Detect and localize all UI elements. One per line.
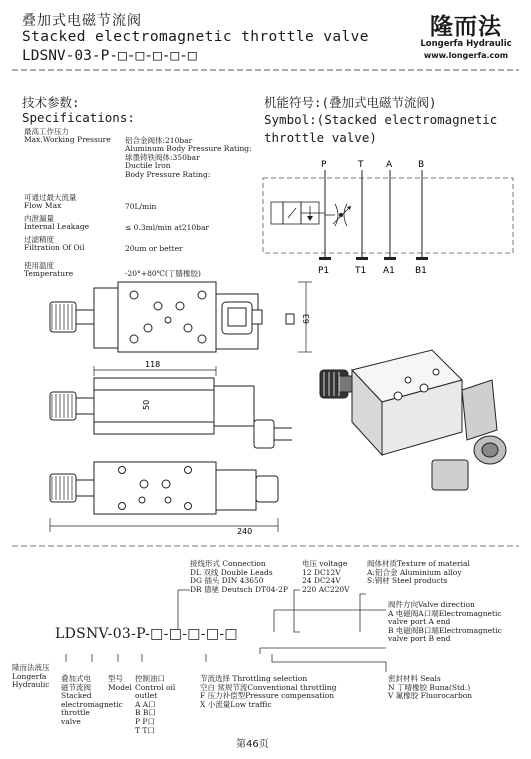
ordering-model-code: LDSNV-03-P-□-□-□-□-□ [55,626,238,642]
spec-label-pressure: 最高工作压力 Max.Working Pressure [24,127,111,145]
isometric-view [312,340,517,510]
dim-width: 50 [142,399,151,410]
dim-height: 63 [302,313,311,324]
spec-value-flow: 70L/min [125,202,157,211]
page-number: 第46页 [236,739,269,750]
voltage-block: 电压 voltage 12 DC12V 24 DC24V 220 AC220V [302,559,350,594]
stacked-label: 叠加式电 磁节流阀 Stacked electromagnetic throttle valve [61,674,123,726]
dim-length: 118 [145,360,161,369]
bottom-view [50,462,278,514]
connection-block: 接线形式 Connection DL 双线 Double Leads DG 插头 DIN 43650 DR 德驰 Deutsch DT04-2P [190,559,288,594]
model-code: LDSNV-03-P-□-□-□-□-□ [22,48,197,64]
specs-heading-cn: 技术参数: [22,95,80,110]
symbol-heading-en-1: Symbol:(Stacked electromagnetic [264,112,498,127]
side-view [50,378,292,448]
port-label-p1: P1 [318,266,330,276]
valve-direction-block: 阀件方向Valve direction A 电磁阀A口端Electromagnetic valve port A end B 电磁阀B口端Electromagnetic valve port B end [388,600,502,644]
control-oil-label: 控制油口 Control oil outlet A A口 B B口 P P口 T T口 [135,674,176,735]
port-label-a: A [386,160,393,170]
port-label-t: T [358,160,364,170]
brand-label: 隆而法液压 Longerfa Hydraulic [12,663,50,690]
spec-label-leakage: 内泄漏量 Internal Leakage [24,214,90,232]
logo-name-en: Longerfa Hydraulic [420,39,512,49]
spec-label-temperature: 使用温度 Temperature [24,261,74,279]
spec-value-pressure: 铝合金阀体:210bar Aluminum Body Pressure Rating: 球墨铸铁阀体:350bar Ductile Iron Body Pressure Rating: [125,136,252,179]
seals-block: 密封材料 Seals N 丁晴橡胶 Buna(Std.) V 氟橡胶 Fluorocarbon [388,674,473,701]
specs-heading-en: Specifications: [22,110,135,125]
port-label-b: B [418,160,425,170]
dim-total: 240 [237,527,253,536]
port-label-b1: B1 [415,266,427,276]
header-divider [0,0,531,90]
port-label-p: P [321,160,327,170]
spec-value-filtration: 20um or better [125,244,183,253]
front-view [50,282,294,352]
throttle-selection-block: 节流选择 Throttling selection 空白 常规节流Conventional throttling F 压力补偿型Pressure compensation X 小流量Low traffic [200,674,337,709]
spec-value-temperature: -20°+80℃(丁腈橡胶) [125,269,201,278]
port-label-t1: T1 [355,266,367,276]
port-label-a1: A1 [383,266,395,276]
model-label: 型号 Model [108,674,132,692]
spec-value-leakage: ≤ 0.3ml/min at210bar [125,223,210,232]
symbol-heading-cn: 机能符号:(叠加式电磁节流阀) [264,95,437,110]
material-block: 阀体材质Texture of material A:铝合金 Aluminium alloy S:钢材 Steel products [367,559,470,586]
symbol-heading-en-2: throttle valve) [264,130,377,145]
spec-label-filtration: 过滤精度 Filtration Of Oil [24,235,85,253]
hydraulic-symbol [255,150,525,280]
logo-name-cn: 隆而法 [430,14,502,40]
title-en: Stacked electromagnetic throttle valve [22,29,369,45]
section-divider [0,540,531,552]
title-cn: 叠加式电磁节流阀 [22,13,142,29]
ordering-leader-lines [0,570,531,680]
spec-label-flow: 可通过最大流量 Flow Max [24,193,77,211]
logo-url: www.longerfa.com [423,51,509,60]
technical-drawing [30,280,320,540]
